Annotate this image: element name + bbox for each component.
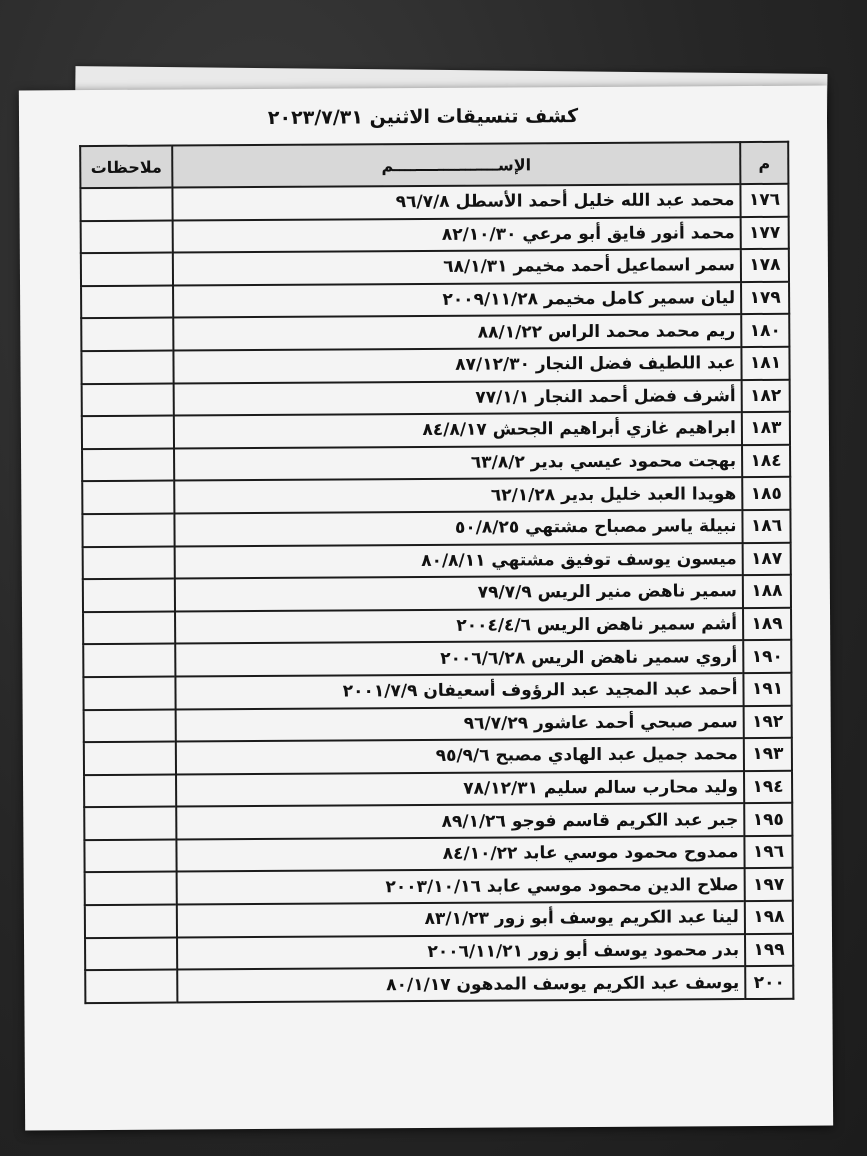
row-notes	[85, 905, 177, 938]
row-notes	[84, 839, 176, 872]
table-row	[82, 445, 790, 482]
row-name: عبد اللطيف فضل النجار ٨٧/١٢/٣٠	[173, 347, 741, 383]
table-row	[83, 542, 791, 579]
row-notes	[85, 872, 177, 905]
paper-sheet	[19, 86, 833, 1131]
table-row	[83, 673, 791, 710]
row-number: ١٨٧	[743, 542, 791, 575]
row-number: ١٨٤	[742, 445, 790, 478]
row-notes	[83, 611, 175, 644]
table-row	[82, 477, 790, 514]
row-notes	[81, 253, 173, 286]
row-number: ١٩٩	[745, 933, 793, 966]
row-name: بدر محمود يوسف أبو زور ٢٠٠٦/١١/٢١	[177, 934, 745, 970]
row-notes	[82, 481, 174, 514]
row-number: ١٨٩	[743, 607, 791, 640]
row-name: محمد جميل عبد الهادي مصبح ٩٥/٩/٦	[176, 738, 744, 774]
row-name: أشرف فضل أحمد النجار ٧٧/١/١	[174, 380, 742, 416]
table-row	[83, 575, 791, 612]
row-name: صلاح الدين محمود موسي عابد ٢٠٠٣/١٠/١٦	[177, 869, 745, 905]
row-number: ١٨٦	[742, 510, 790, 543]
row-notes	[82, 448, 174, 481]
row-number: ١٨٠	[741, 314, 789, 347]
row-name: جبر عبد الكريم قاسم فوجو ٨٩/١/٢٦	[176, 803, 744, 839]
table-row	[81, 314, 789, 351]
table-body	[80, 184, 793, 1003]
table-row	[82, 379, 790, 416]
row-name: أحمد عبد المجيد عبد الرؤوف أسعيفان ٢٠٠١/٧/٩	[175, 673, 743, 709]
row-name: بهجت محمود عيسي بدير ٦٣/٨/٢	[174, 445, 742, 481]
row-number: ١٩٧	[745, 868, 793, 901]
table-row	[84, 738, 792, 775]
row-notes	[80, 188, 172, 221]
header-notes: ملاحظات	[80, 146, 172, 189]
row-name: سمر صبحي أحمد عاشور ٩٦/٧/٢٩	[176, 706, 744, 742]
document-title: كشف تنسيقات الاثنين ٢٠٢٣/٧/٣١	[267, 105, 579, 129]
row-number: ١٨٣	[742, 412, 790, 445]
row-name: سمر اسماعيل أحمد مخيمر ٦٨/١/٣١	[173, 249, 741, 285]
table-row	[81, 282, 789, 319]
table-row	[85, 868, 793, 905]
table-row	[84, 705, 792, 742]
row-number: ١٩٠	[743, 640, 791, 673]
table-row	[80, 184, 788, 221]
row-notes	[82, 416, 174, 449]
row-number: ١٧٩	[741, 282, 789, 315]
row-number: ١٩٨	[745, 901, 793, 934]
row-notes	[83, 579, 175, 612]
table-row	[81, 216, 789, 253]
row-number: ١٩٥	[744, 803, 792, 836]
row-number: ١٩٣	[744, 738, 792, 771]
row-name: ممدوح محمود موسي عابد ٨٤/١٠/٢٢	[176, 836, 744, 872]
table-row	[85, 901, 793, 938]
row-notes	[84, 807, 176, 840]
row-number: ١٩٢	[744, 705, 792, 738]
row-notes	[84, 742, 176, 775]
row-name: وليد محارب سالم سليم ٧٨/١٢/٣١	[176, 771, 744, 807]
table-row	[85, 966, 793, 1003]
row-notes	[84, 709, 176, 742]
row-name: أشم سمير ناهض الريس ٢٠٠٤/٤/٦	[175, 608, 743, 644]
row-notes	[82, 513, 174, 546]
row-notes	[83, 644, 175, 677]
table-row	[81, 347, 789, 384]
row-number: ١٨١	[741, 347, 789, 380]
table-row	[81, 249, 789, 286]
row-notes	[83, 546, 175, 579]
row-name: ليان سمير كامل مخيمر ٢٠٠٩/١١/٢٨	[173, 282, 741, 318]
row-number: ١٧٧	[741, 216, 789, 249]
table-row	[83, 640, 791, 677]
table-row	[82, 412, 790, 449]
row-number: ١٧٨	[741, 249, 789, 282]
row-name: يوسف عبد الكريم يوسف المدهون ٨٠/١/١٧	[177, 966, 745, 1002]
row-number: ٢٠٠	[745, 966, 793, 999]
table-row	[82, 510, 790, 547]
row-name: أروي سمير ناهض الريس ٢٠٠٦/٦/٢٨	[175, 640, 743, 676]
row-name: سمير ناهض منير الريس ٧٩/٧/٩	[175, 575, 743, 611]
row-notes	[81, 285, 173, 318]
table-row	[85, 933, 793, 970]
row-name: نبيلة ياسر مصباح مشتهي ٥٠/٨/٢٥	[174, 510, 742, 546]
row-notes	[85, 970, 177, 1003]
row-name: لينا عبد الكريم يوسف أبو زور ٨٣/١/٢٣	[177, 901, 745, 937]
table-row	[84, 803, 792, 840]
row-number: ١٧٦	[740, 184, 788, 217]
row-number: ١٩٦	[744, 836, 792, 869]
row-number: ١٨٢	[742, 379, 790, 412]
row-notes	[83, 676, 175, 709]
row-notes	[85, 937, 177, 970]
row-notes	[81, 351, 173, 384]
row-name: ابراهيم غازي أبراهيم الجحش ٨٤/٨/١٧	[174, 412, 742, 448]
row-notes	[81, 318, 173, 351]
table-row	[84, 836, 792, 873]
row-number: ١٨٥	[742, 477, 790, 510]
row-name: محمد أنور فايق أبو مرعي ٨٢/١٠/٣٠	[173, 217, 741, 253]
row-name: ريم محمد محمد الراس ٨٨/١/٢٢	[173, 314, 741, 350]
names-table	[79, 141, 794, 1004]
row-number: ١٨٨	[743, 575, 791, 608]
row-name: ميسون يوسف توفيق مشتهي ٨٠/٨/١١	[175, 543, 743, 579]
row-name: هويدا العبد خليل بدير ٦٢/١/٢٨	[174, 477, 742, 513]
row-notes	[81, 220, 173, 253]
table-row	[84, 770, 792, 807]
row-notes	[82, 383, 174, 416]
row-name: محمد عبد الله خليل أحمد الأسطل ٩٦/٧/٨	[172, 184, 740, 220]
header-name: الإســـــــــــــــــــم	[172, 142, 740, 187]
header-number: م	[740, 142, 788, 184]
table-row	[83, 607, 791, 644]
row-notes	[84, 774, 176, 807]
row-number: ١٩١	[743, 673, 791, 706]
row-number: ١٩٤	[744, 770, 792, 803]
table-header-row	[80, 142, 788, 188]
